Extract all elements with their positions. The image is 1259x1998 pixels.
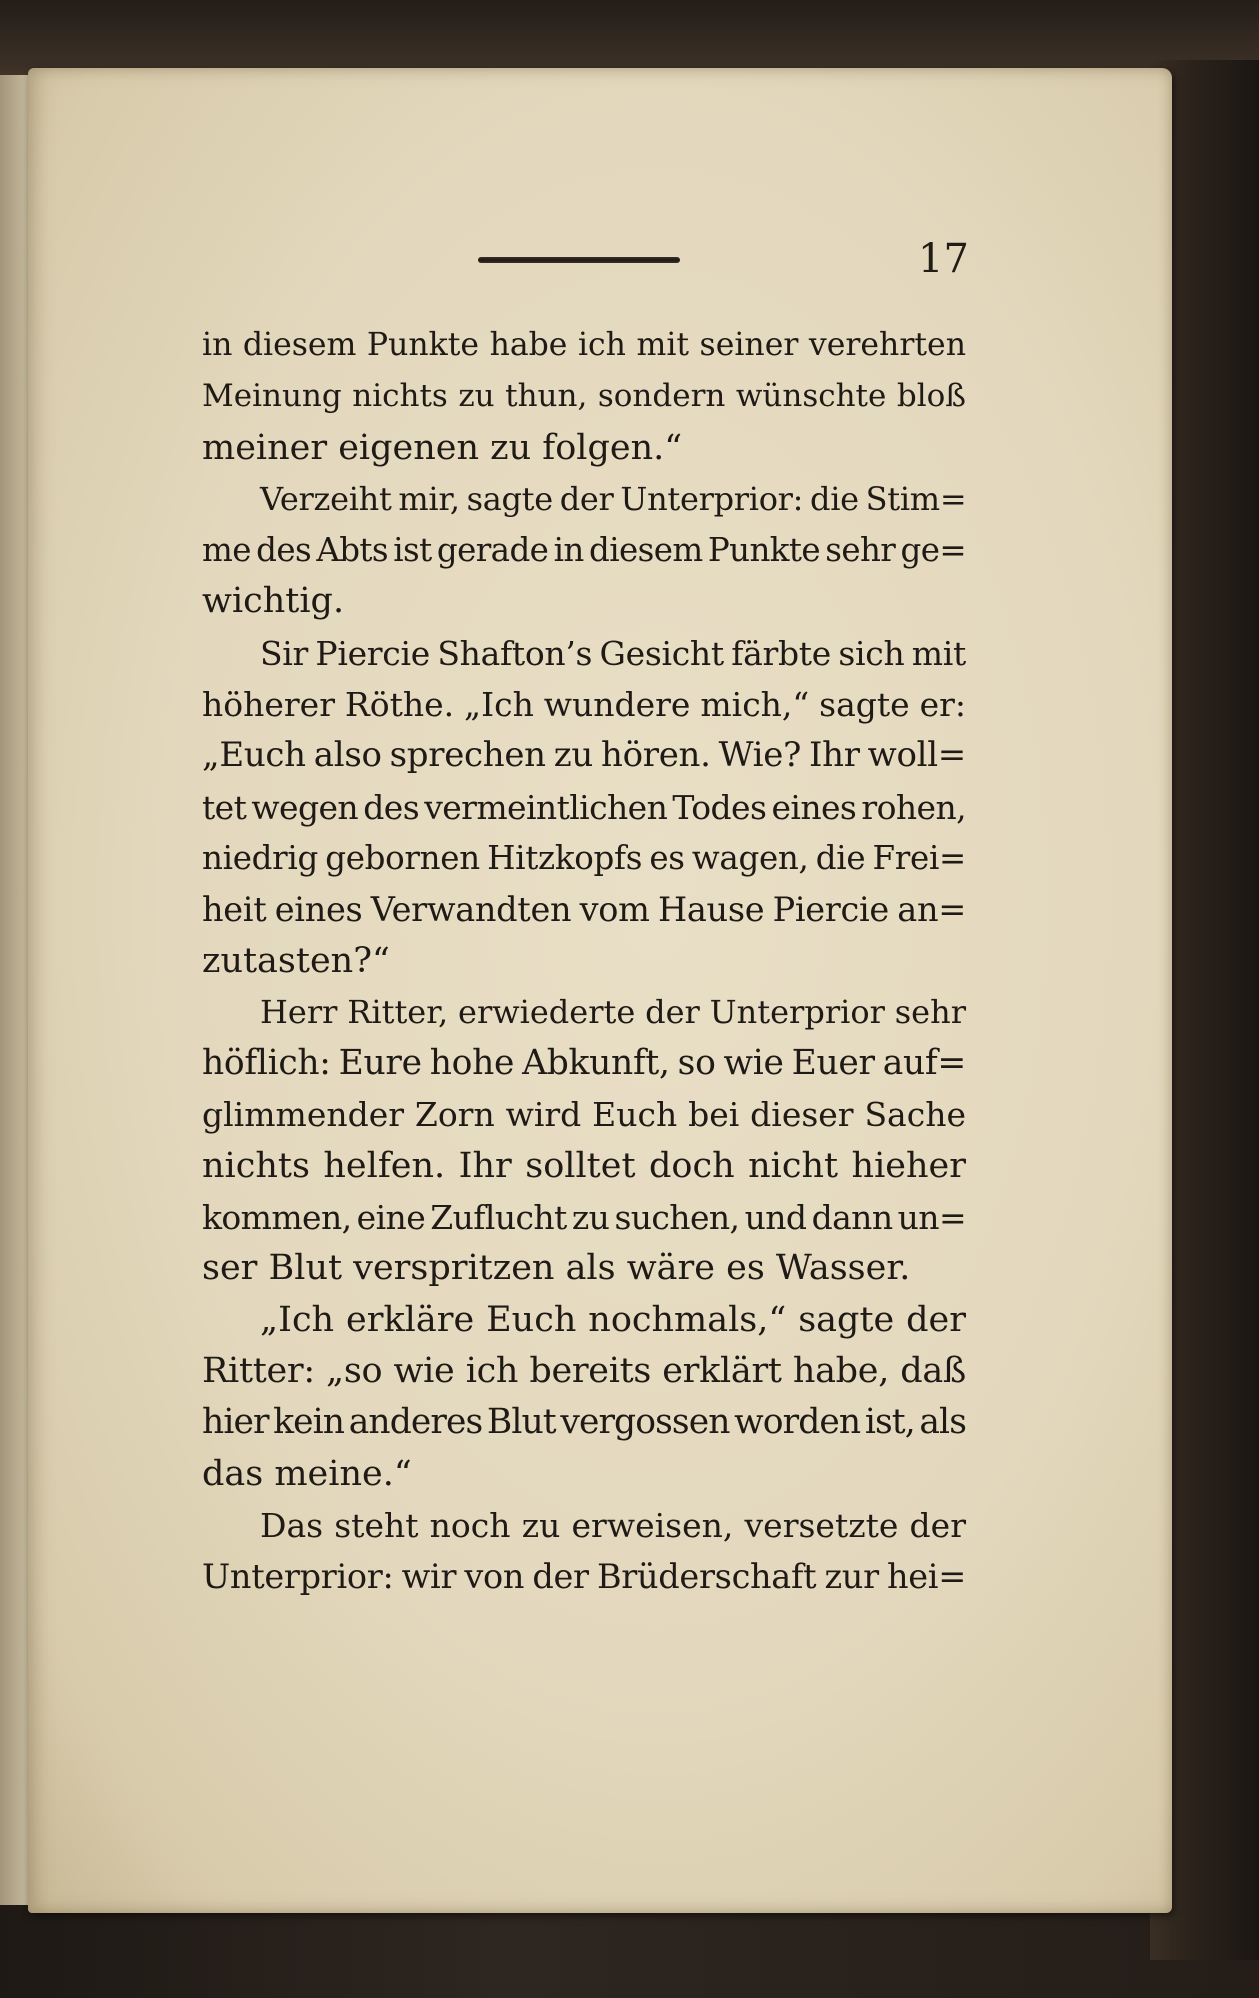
- text-line: hier kein anderes Blut vergossen worden ist, als: [202, 1402, 966, 1443]
- text-line: „Ich erkläre Euch nochmals,“ sagte der: [260, 1299, 966, 1340]
- text-line: in diesem Punkte habe ich mit seiner verehrten: [202, 327, 966, 363]
- text-line: Ritter: „so wie ich bereits erklärt habe, daß: [202, 1350, 966, 1391]
- text-line: Herr Ritter, erwiederte der Unterprior sehr: [260, 992, 966, 1031]
- text-line: kommen, eine Zuflucht zu suchen, und dann un=: [202, 1198, 966, 1238]
- text-line: zutasten?“: [202, 940, 390, 981]
- text-line: heit eines Verwandten vom Hause Piercie an=: [202, 890, 966, 930]
- text-line: me des Abts ist gerade in diesem Punkte sehr ge=: [202, 531, 966, 570]
- text-line: meiner eigenen zu folgen.“: [202, 427, 683, 468]
- text-line: Unterprior: wir von der Brüderschaft zur hei=: [202, 1557, 966, 1597]
- text-line: Verzeiht mir, sagte der Unterprior: die Stim=: [260, 479, 967, 518]
- text-line: höflich: Eure hohe Abkunft, so wie Euer auf=: [202, 1043, 966, 1084]
- body-text: [202, 320, 966, 1602]
- text-line: „Euch also sprechen zu hören. Wie? Ihr woll=: [202, 735, 966, 776]
- header-rule: [478, 257, 680, 263]
- text-line: Meinung nichts zu thun, sondern wünschte bloß: [202, 378, 966, 415]
- text-line: niedrig gebornen Hitzkopfs es wagen, die Frei=: [202, 838, 966, 877]
- text-line: ser Blut verspritzen als wäre es Wasser.: [202, 1248, 911, 1289]
- text-line: Sir Piercie Shafton’s Gesicht färbte sich mit: [260, 633, 966, 673]
- text-line: Das steht noch zu erweisen, versetzte der: [260, 1505, 966, 1545]
- text-line: höherer Röthe. „Ich wundere mich,“ sagte er:: [202, 685, 966, 725]
- text-line: nichts helfen. Ihr solltet doch nicht hieher: [202, 1145, 966, 1186]
- text-line: wichtig.: [202, 581, 345, 622]
- text-line: tet wegen des vermeintlichen Todes eines rohen,: [202, 787, 966, 827]
- text-line: glimmender Zorn wird Euch bei dieser Sache: [202, 1095, 966, 1135]
- text-line: das meine.“: [202, 1453, 412, 1494]
- page-number: 17: [918, 236, 969, 282]
